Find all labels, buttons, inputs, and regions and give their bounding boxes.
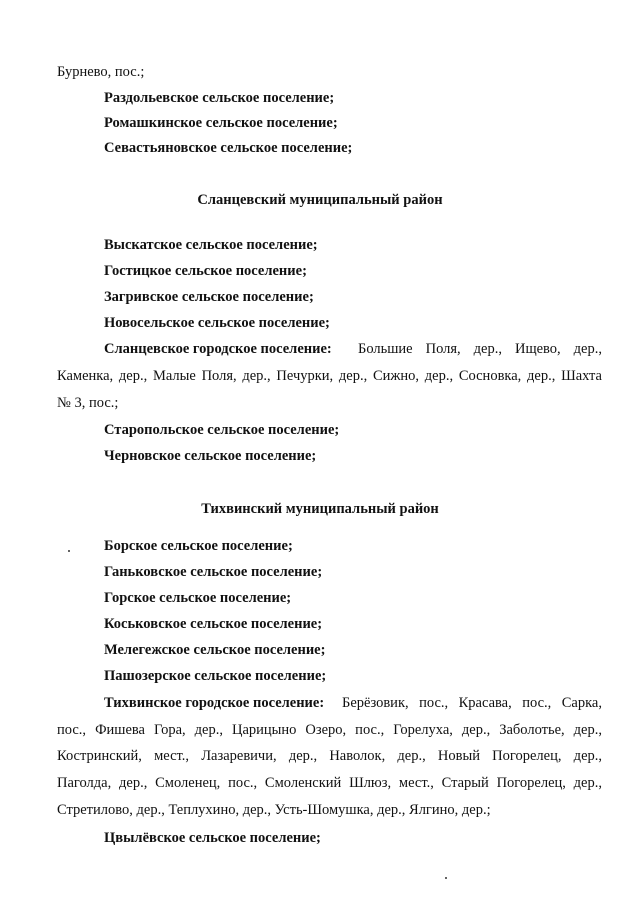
rural-settlement-melegezhskoe: Мелегежское сельское поселение; (104, 642, 326, 658)
rural-settlement-borskoe: Борское сельское поселение; (104, 538, 293, 554)
urban-settlement-slantsy-line3: № 3, пос.; (57, 395, 119, 411)
rural-settlement-zagrivskoe: Загривское сельское поселение; (104, 289, 314, 305)
heading-slantsy-district: Сланцевский муниципальный район (197, 192, 443, 208)
urban-settlement-slantsy-label: Сланцевское городское поселение: (104, 341, 332, 357)
urban-settlement-tikhvin-line5: Стретилово, дер., Теплухино, дер., Усть-Шомушка, дер., Ялгино, дер.; (57, 802, 491, 818)
rural-settlement-chernovskoe: Черновское сельское поселение; (104, 448, 317, 464)
rural-settlement-novoselskoe: Новосельское сельское поселение; (104, 315, 330, 331)
rural-settlement-tsvylevskoe: Цвылёвское сельское поселение; (104, 830, 321, 846)
urban-settlement-tikhvin-line3: Костринский, мест., Лазаревичи, дер., Наволок, дер., Новый Погорелец, дер., (57, 748, 602, 764)
urban-settlement-tikhvin-line2: пос., Фишева Гора, дер., Царицыно Озеро, пос., Горелуха, дер., Заболотье, дер., (57, 722, 602, 738)
scan-speck (68, 550, 70, 552)
heading-tikhvin-district: Тихвинский муниципальный район (201, 501, 439, 517)
rural-settlement-gorskoe: Горское сельское поселение; (104, 590, 292, 606)
settlement-burnevo: Бурнево, пос.; (57, 64, 145, 80)
rural-settlement-gostitskoe: Гостицкое сельское поселение; (104, 263, 307, 279)
rural-settlement-gankovskoe: Ганьковское сельское поселение; (104, 564, 323, 580)
rural-settlement-romashkinskoe: Ромашкинское сельское поселение; (104, 115, 338, 131)
rural-settlement-vyskatskoe: Выскатское сельское поселение; (104, 237, 318, 253)
rural-settlement-staropolskoe: Старопольское сельское поселение; (104, 422, 340, 438)
rural-settlement-sevastyanovskoe: Севастьяновское сельское поселение; (104, 140, 353, 156)
rural-settlement-koskovskoe: Коськовское сельское поселение; (104, 616, 323, 632)
scan-speck (445, 877, 447, 879)
urban-settlement-slantsy-line2: Каменка, дер., Малые Поля, дер., Печурки, дер., Сижно, дер., Сосновка, дер., Шахта (57, 368, 602, 384)
urban-settlement-tikhvin-line1: Берёзовик, пос., Красава, пос., Сарка, (342, 695, 602, 711)
urban-settlement-slantsy-line1: Большие Поля, дер., Ищево, дер., (358, 341, 602, 357)
urban-settlement-tikhvin-label: Тихвинское городское поселение: (104, 695, 325, 711)
rural-settlement-pashozerskoe: Пашозерское сельское поселение; (104, 668, 327, 684)
urban-settlement-tikhvin-line4: Паголда, дер., Смоленец, пос., Смоленский Шлюз, мест., Старый Погорелец, дер., (57, 775, 602, 791)
rural-settlement-razdolevskoe: Раздольевское сельское поселение; (104, 90, 335, 106)
